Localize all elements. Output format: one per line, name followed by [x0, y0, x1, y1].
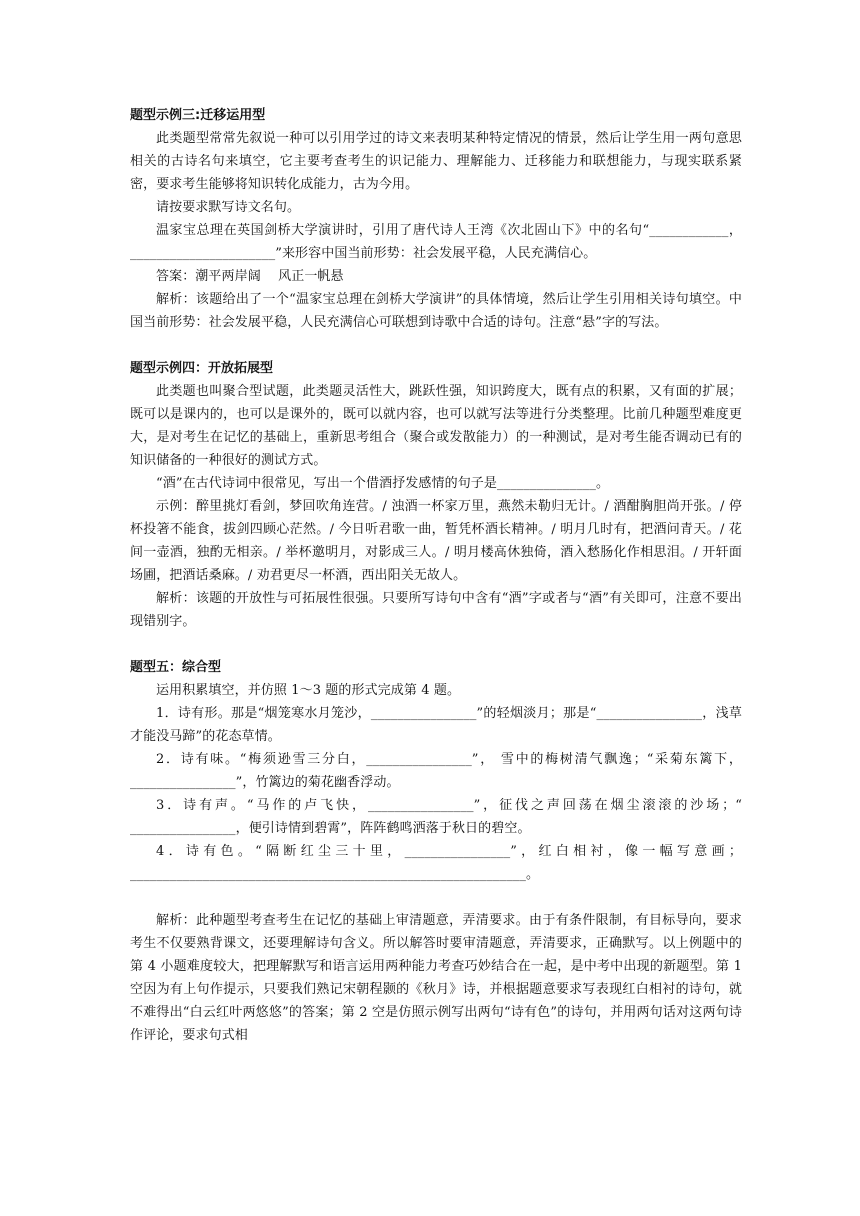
section-4-examples: 示例：醉里挑灯看剑，梦回吹角连营。/ 浊酒一杯家万里，燕然未勒归无计。/ 酒酣胸胆尚开张。/ 停杯投箸不能食，拔剑四顾心茫然。/ 今日听君歌一曲，暂凭杯酒长精神。/ 明月几时有，把酒问青天。/ 花间一壶酒，独酌无相亲。/ 举杯邀明月，对影成三人。/ 明月楼高休独倚，酒入愁肠化作相思泪。/ 开轩面场圃，把酒话桑麻。/ 劝君更尽一杯酒，西出阳关无故人。: [130, 499, 742, 583]
spacer: [130, 633, 742, 656]
section-4-question: “酒”在古代诗词中很常见，写出一个借酒抒发感情的句子是_______________。: [156, 476, 610, 491]
section-5-question-2: 2．诗有味。“梅须逊雪三分白，________________”， 雪中的梅树清气飘逸；“采菊东篱下，________________”，竹篱边的菊花幽香浮动。: [130, 752, 742, 790]
section-4-title: 题型示例四：开放拓展型: [130, 361, 274, 376]
section-5-title: 题型五：综合型: [130, 660, 222, 675]
section-3-instruction: 请按要求默写诗文名句。: [156, 200, 301, 215]
section-4-intro: 此类题也叫聚合型试题，此类题灵活性大，跳跃性强，知识跨度大，既有点的积累，又有面的扩展；既可以是课内的，也可以是课外的，既可以就内容，也可以就写法等进行分类整理。比前几种题型难度更大，是对考生在记忆的基础上，重新思考组合（聚合或发散能力）的一种测试，是对考生能否调动已有的知识储备的一种很好的测试方式。: [130, 384, 742, 468]
section-5-question-4: 4．诗有色。“隔断红尘三十里，________________”，红白相衬，像一幅写意画；____________________________________________________________。: [130, 844, 742, 882]
section-4-analysis: 解析：该题的开放性与可拓展性很强。只要所写诗句中含有“酒”字或者与“酒”有关即可，注意不要出现错别字。: [130, 591, 742, 629]
section-5-instruction: 运用积累填空，并仿照 1～3 题的形式完成第 4 题。: [156, 683, 461, 698]
section-3-question: 温家宝总理在英国剑桥大学演讲时，引用了唐代诗人王湾《次北固山下》中的名句“____________，______________________”来形容中国当前形势：社会发展平稳，人民充满信心。: [130, 223, 742, 261]
section-5-question-1: 1．诗有形。那是“烟笼寒水月笼沙，________________”的轻烟淡月；那是“________________，浅草才能没马蹄”的花态草情。: [130, 706, 742, 744]
section-3-answer: 答案：潮平两岸阔 风正一帆悬: [156, 269, 344, 284]
section-3-title: 题型示例三:迁移运用型: [130, 108, 266, 123]
section-5-analysis: 解析：此种题型考查考生在记忆的基础上审清题意，弄清要求。由于有条件限制，有目标导向，要求考生不仅要熟背课文，还要理解诗句含义。所以解答时要审清题意，弄清要求，正确默写。以上例题中的第 4 小题难度较大，把理解默写和语言运用两种能力考查巧妙结合在一起，是中考中出现的新题型。第 1 空因为有上句作提示，只要我们熟记宋朝程颢的《秋月》诗，并根据题意要求写表现红白相衬的诗句，就不难得出“白云红叶两悠悠”的答案；第 2 空是仿照示例写出两句“诗有色”的诗句，并用两句话对这两句诗作评论，要求句式相: [130, 913, 742, 1043]
section-5-question-3: 3．诗有声。“马作的卢飞快，________________”，征伐之声回荡在烟尘滚滚的沙场；“ ________________，便引诗情到碧霄”，阵阵鹤鸣洒落于秋日的碧空。: [130, 798, 742, 836]
section-3-analysis: 解析：该题给出了一个“温家宝总理在剑桥大学演讲”的具体情境，然后让学生引用相关诗句填空。中国当前形势：社会发展平稳，人民充满信心可联想到诗歌中合适的诗句。注意“悬”字的写法。: [130, 292, 742, 330]
spacer: [130, 334, 742, 357]
section-3-intro: 此类题型常常先叙说一种可以引用学过的诗文来表明某种特定情况的情景，然后让学生用一两句意思相关的古诗名句来填空，它主要考查考生的识记能力、理解能力、迁移能力和联想能力，与现实联系紧密，要求考生能够将知识转化成能力，古为今用。: [130, 131, 742, 192]
spacer: [130, 886, 742, 909]
document-page: [130, 104, 742, 1047]
